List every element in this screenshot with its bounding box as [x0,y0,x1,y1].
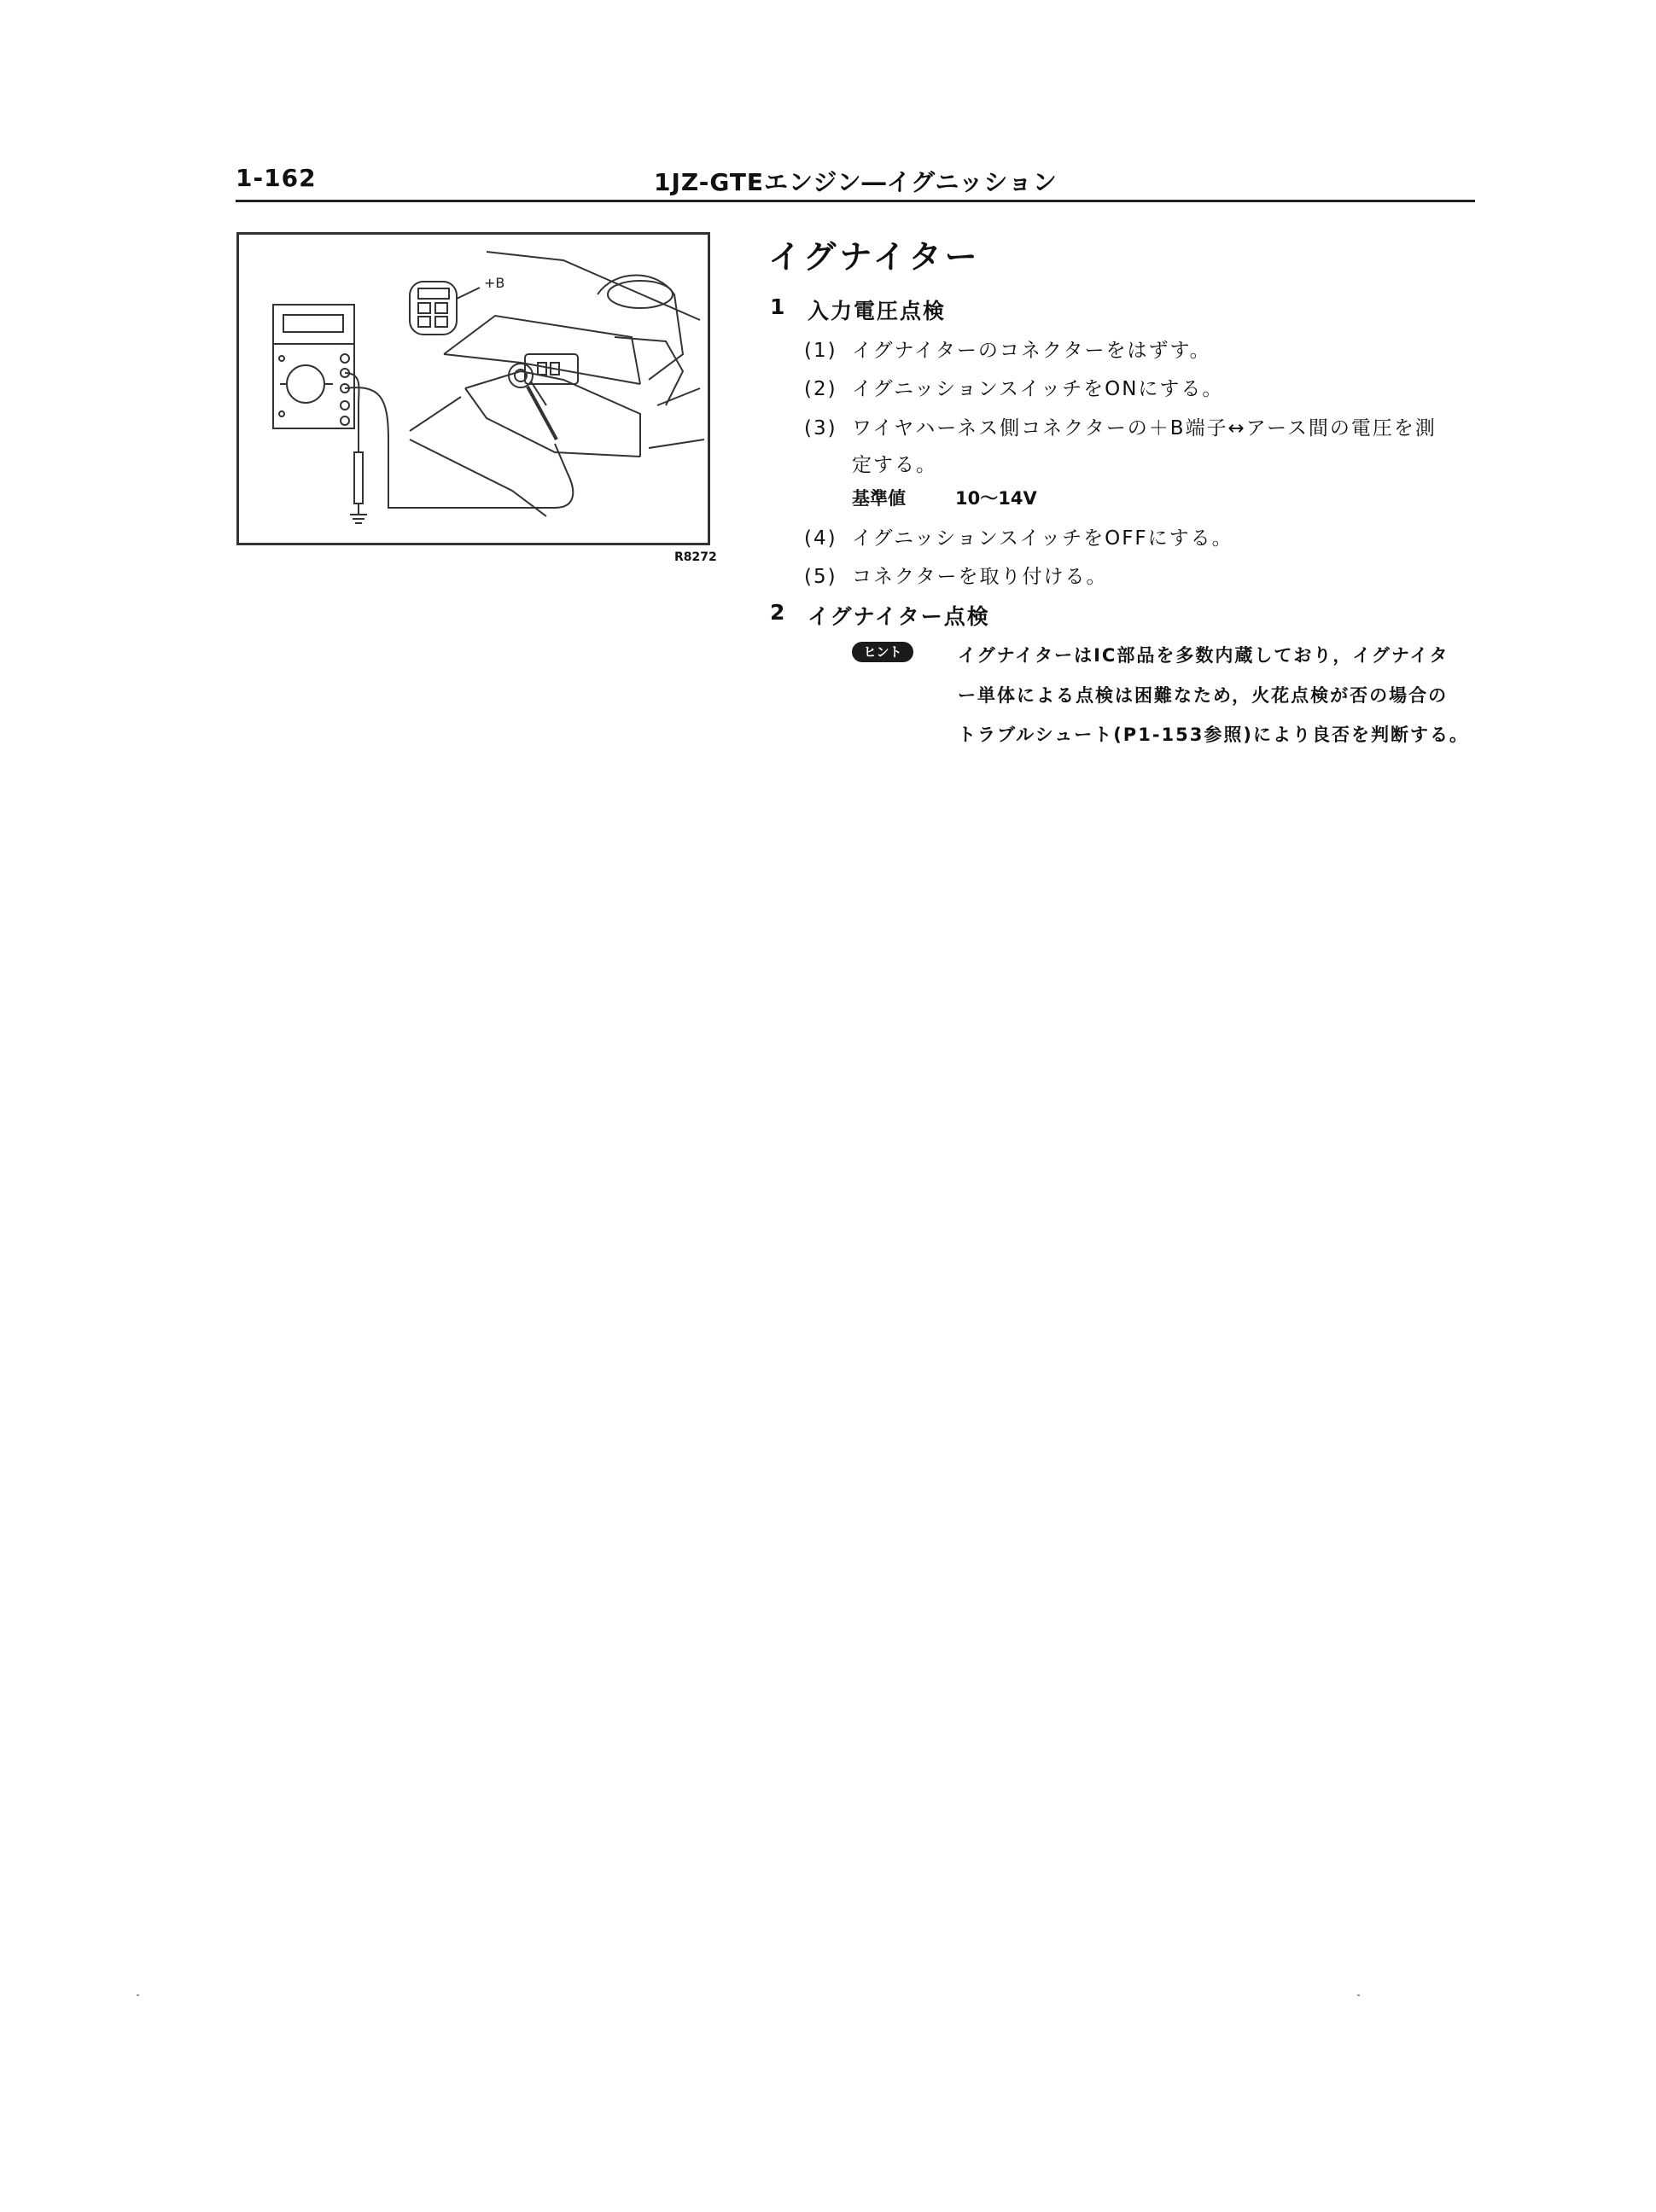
page-header [236,160,1475,202]
step-heading: イグナイター点検 [808,604,990,629]
item-text: コネクターを取り付ける。 [852,566,1108,588]
procedure-item [804,561,1108,589]
item-number: (5) [804,566,837,588]
item-text: ワイヤハーネス側コネクターの＋B端子↔アース間の電圧を測 [852,417,1437,439]
item-number: (1) [804,340,837,362]
scan-speck [1357,1994,1360,1996]
item-text-continuation: 定する。 [852,454,937,476]
step-number: 1 [770,294,785,319]
step-number: 2 [770,600,785,625]
harness-connector [509,364,533,387]
terminal-label: +B [484,275,505,291]
item-number: (3) [804,417,837,439]
spec-label: 基準値 [852,488,906,509]
procedure-item [804,412,1437,440]
page-number: 1-162 [236,164,317,192]
spec-value: 10～14V [955,488,1037,509]
running-title: 1JZ-GTEエンジン―イグニッション [654,168,1058,196]
item-number: (2) [804,378,837,400]
scan-speck [137,1994,139,1996]
item-number: (4) [804,527,837,550]
figure-code: R8272 [674,550,717,564]
note-line: ー単体による点検は困難なため，火花点検が否の場合の [958,685,1449,706]
item-text: イグナイターのコネクターをはずす。 [852,340,1211,362]
procedure-item [804,373,1223,401]
procedure-item [804,522,1233,550]
procedure-item [804,335,1211,363]
ground-probe [354,452,363,504]
hint-badge: ヒント [852,642,913,662]
note-line: トラブルシュート(P1-153参照)により良否を判断する。 [958,725,1469,745]
multimeter-dial [287,365,324,403]
figure-illustration [236,232,710,545]
step-heading: 入力電圧点検 [808,299,947,323]
item-text: イグニッションスイッチをONにする。 [852,378,1224,400]
item-text: イグニッションスイッチをOFFにする。 [852,527,1233,550]
spec-standard [852,485,1037,510]
note-line: イグナイターはIC部品を多数内蔵しており，イグナイタ [958,645,1449,666]
voltage-measurement-diagram [239,235,710,545]
multimeter-display [283,315,343,332]
section-title: イグナイター [768,238,981,276]
